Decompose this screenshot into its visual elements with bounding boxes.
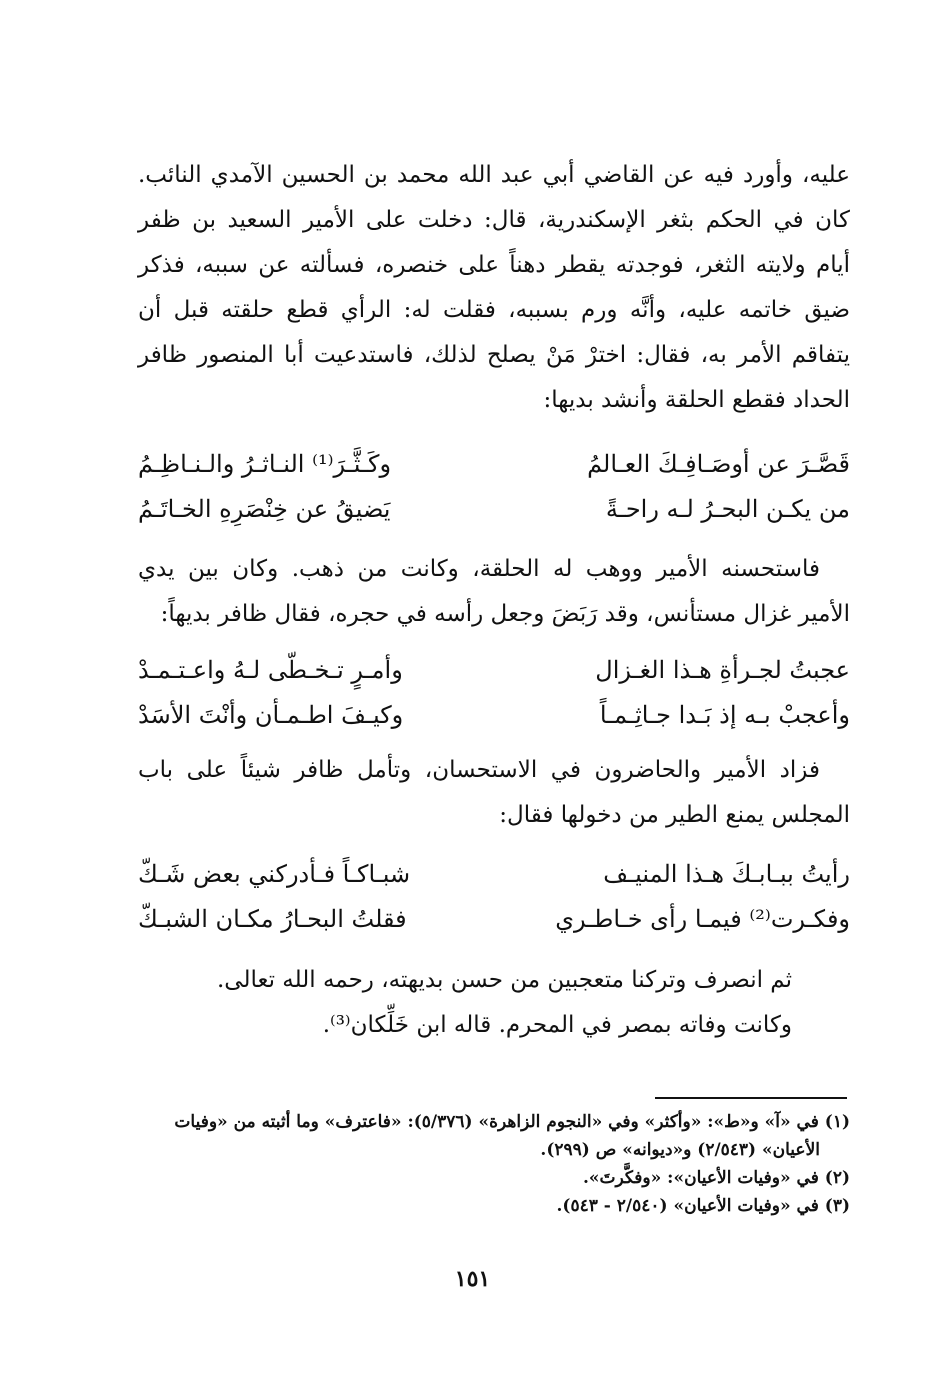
poem-2-verse-2	[138, 693, 850, 738]
poem-1-verse-1	[138, 442, 850, 487]
poem-1-verse-2	[138, 487, 850, 532]
footnotes	[138, 1108, 850, 1220]
paragraph-line: ثم انصرف وتركنا متعجبين من حسن بديهته، رحمه الله تعالى.	[217, 967, 792, 993]
verse-second-hemistich: فقلتُ البحـارُ مكـان الشبـكّ	[138, 905, 407, 933]
paragraph-line: ضيق خاتمه عليه، وأنَّه ورم بسببه، فقلت له: الرأي قطع حلقته قبل أن	[138, 297, 850, 323]
paragraph-1	[138, 153, 850, 423]
poem-2-verse-1	[138, 648, 850, 693]
paragraph-line: عليه، وأورد فيه عن القاضي أبي عبد الله محمد بن الحسين الآمدي النائب.	[138, 162, 850, 188]
paragraph-line: الحداد فقطع الحلقة وأنشد بديها:	[543, 387, 850, 413]
paragraph-line: أيام ولايته الثغر، فوجدته يقطر دهناً على خنصره، فسألته عن سببه، فذكر	[138, 252, 850, 278]
paragraph-line: كان في الحكم بثغر الإسكندرية، قال: دخلت على الأمير السعيد بن ظفر	[138, 207, 850, 233]
paragraph-line: فاستحسنه الأمير ووهب له الحلقة، وكانت من ذهب. وكان بين يدي	[138, 556, 820, 582]
verse-first-hemistich: وفكـرت⁽²⁾ فيمـا رأى خـاطـري	[555, 905, 850, 933]
footnote-separator	[655, 1097, 847, 1099]
verse-second-hemistich: شبـاكـاً فـأدركني بعض شَـكّ	[138, 860, 411, 888]
paragraph-line: وكانت وفاته بمصر في المحرم. قاله ابن خَلِّكان⁽³⁾.	[322, 1012, 792, 1038]
footnote-1-continuation: الأعيان» (٢/٥٤٣) و«ديوانه» ص (٢٩٩).	[540, 1140, 820, 1160]
page-number: ١٥١	[454, 1266, 491, 1292]
poem-3-verse-1	[138, 852, 850, 897]
paragraph-3	[138, 748, 850, 838]
paragraph-line: يتفاقم الأمر به، فقال: اخترْ مَنْ يصلح لذلك، فاستدعيت أبا المنصور ظافر	[138, 342, 850, 368]
paragraph-line: فزاد الأمير والحاضرون في الاستحسان، وتأمل ظافر شيئاً على باب	[138, 757, 820, 783]
verse-second-hemistich: وكَـثَّـرَ⁽¹⁾ النـاثـرُ والـنـاظِـمُ	[138, 450, 392, 478]
footnote-3: (٣) في «وفيات الأعيان» (٢/٥٤٠ - ٥٤٣).	[556, 1196, 850, 1216]
paragraph-2	[138, 547, 850, 637]
footnote-2: (٢) في «وفيات الأعيان»: «وفكَّرتَ».	[582, 1168, 850, 1188]
poem-3-verse-2	[138, 897, 850, 942]
verse-second-hemistich: وكيـفَ اطـمـأن وأنْتَ الأسَدْ	[138, 701, 404, 729]
closing-paragraph	[138, 958, 850, 1048]
paragraph-line: المجلس يمنع الطير من دخولها فقال:	[499, 802, 850, 828]
verse-first-hemistich: قَصَّـرَ عن أوصَـافِـكَ العـالمُ	[587, 450, 850, 478]
verse-second-hemistich: يَضيقُ عن خِنْصَرِهِ الخـاتَـمُ	[138, 495, 391, 523]
verse-second-hemistich: وأمـرٍ تـخـطّى لـهُ واعـتـمـدْ	[138, 656, 403, 684]
verse-first-hemistich: وأعجبْ بـه إذ بَـدا جـاثِـمـاً	[599, 701, 850, 729]
verse-first-hemistich: من يكـن البحـرُ لـه راحـةً	[605, 495, 850, 523]
verse-first-hemistich: رأيتُ ببـابـكَ هـذا المنيـف	[603, 860, 850, 888]
footnote-1: (١) في «آ» و«ط»: «وأكثر» وفي «النجوم الزاهرة» (٥/٣٧٦): «فاعترف» وما أثبته من «وفيات	[174, 1112, 850, 1132]
paragraph-line: الأمير غزال مستأنس، وقد رَبَضَ وجعل رأسه في حجره، فقال ظافر بديهاً:	[160, 601, 850, 627]
verse-first-hemistich: عجبتُ لجـرأةِ هـذا الغـزال	[595, 656, 850, 684]
